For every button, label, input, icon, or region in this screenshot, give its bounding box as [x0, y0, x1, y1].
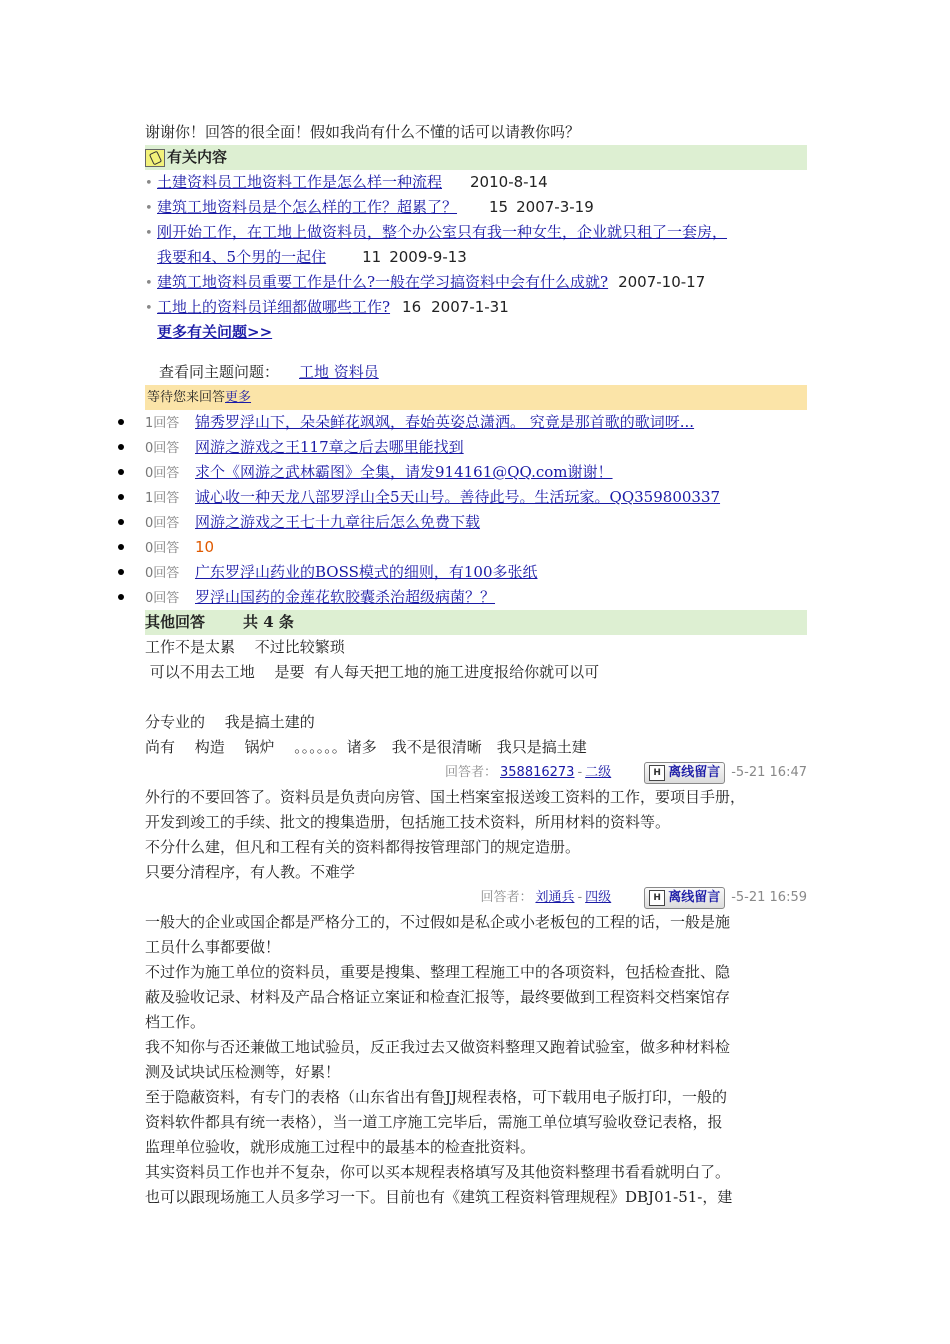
question-link[interactable]: 诚心收一种天龙八部罗浮山全5天山号。善待此号。生活玩家。QQ359800337 — [195, 488, 721, 506]
answerer-link[interactable]: 358816273 — [500, 765, 575, 780]
related-link[interactable]: 工地上的资料员详细都做哪些工作? — [157, 298, 391, 316]
list-item: 1回答 诚心收一种天龙八部罗浮山全5天山号。善待此号。生活玩家。QQ359800337 — [145, 485, 807, 510]
answer-text: 不分什么建，但凡和工程有关的资料都得按管理部门的规定造册。 — [145, 838, 581, 856]
list-item: 0回答 网游之游戏之王七十九章往后怎么免费下载 — [145, 510, 807, 535]
offline-message-button[interactable]: H 离线留言 — [644, 762, 725, 784]
answer-text: 监理单位验收，就形成施工过程中的最基本的检查批资料。 — [145, 1138, 536, 1156]
question-link[interactable]: 网游之游戏之王117章之后去哪里能找到 — [195, 438, 464, 456]
answer-text: 我不知你与否还兼做工地试验员，反正我过去又做资料整理又跑着试验室，做多种材料检 — [145, 1038, 731, 1056]
list-item: 0回答 罗浮山国药的金莲花软胶囊杀治超级病菌？？ — [145, 585, 807, 610]
answer-text: 至于隐蔽资料，有专门的表格（山东省出有鲁JJ规程表格，可下载用电子版打印，一般的 — [145, 1088, 728, 1106]
answer-meta: 回答者： 358816273 - 二级 H 离线留言 -5-21 16:47 — [145, 760, 807, 785]
answer-2 — [145, 785, 807, 885]
question-link[interactable]: 锦秀罗浮山下，朵朵鲜花飒飒，春始英姿总潇洒。 究竟是那首歌的歌词呀... — [195, 413, 695, 431]
answer-text: 也可以跟现场施工人员多学习一下。目前也有《建筑工程资料管理规程》DBJ01-51-，建 — [145, 1188, 733, 1206]
question-link[interactable]: 网游之游戏之王七十九章往后怎么免费下载 — [195, 513, 481, 531]
bullet-dot — [118, 444, 124, 450]
list-item: • 土建资料员工地资料工作是怎么样一种流程 2010-8-14 — [145, 173, 548, 191]
bullet-dot — [118, 494, 124, 500]
list-item: • 刚开始工作，在工地上做资料员，整个办公室只有我一种女生，企业就只租了一套房， — [145, 223, 728, 241]
question-link[interactable]: 罗浮山国药的金莲花软胶囊杀治超级病菌？？ — [195, 588, 496, 606]
related-link[interactable]: 刚开始工作，在工地上做资料员，整个办公室只有我一种女生，企业就只租了一套房， — [157, 223, 728, 241]
answer-1 — [145, 635, 807, 760]
bullet-dot — [118, 544, 124, 550]
answer-text — [145, 685, 807, 710]
offline-message-button[interactable]: H 离线留言 — [644, 887, 725, 909]
answer-3 — [145, 910, 807, 1210]
same-topic-row — [145, 360, 807, 385]
answer-text: 尚有 构造 锅炉 。。。。。。诸多 我不是很清晰 我只是搞土建 — [145, 738, 587, 756]
bullet-dot — [118, 419, 124, 425]
answer-text: 蔽及验收记录、材料及产品合格证立案证和检查汇报等，最终要做到工程资料交档案馆存 — [145, 988, 731, 1006]
bullet-dot — [118, 469, 124, 475]
waiting-more-link[interactable]: 更多 — [225, 390, 252, 405]
answer-text: 其实资料员工作也并不复杂，你可以买本规程表格填写及其他资料整理书看看就明白了。 — [145, 1163, 731, 1181]
related-header — [145, 145, 807, 170]
answer-text: 一般大的企业或国企都是严格分工的，不过假如是私企或小老板包的工程的话，一般是施 — [145, 913, 731, 931]
same-topic-label: 查看同主题问题： — [159, 363, 280, 381]
page-content — [145, 120, 807, 1210]
waiting-header — [145, 385, 807, 410]
bullet-dot — [118, 519, 124, 525]
related-link[interactable]: 建筑工地资料员是个怎么样的工作？超累了？ — [157, 198, 458, 216]
answer-text: 资料软件都具有统一表格），当一道工序施工完毕后，需施工单位填写验收登记表格，报 — [145, 1113, 723, 1131]
answer-text: 可以不用去工地 是要 有人每天把工地的施工进度报给你就可以可 — [145, 663, 600, 681]
answer-text: 工作不是太累 不过比较繁琐 — [145, 638, 345, 656]
list-item: 0回答 广东罗浮山药业的BOSS模式的细则，有100多张纸 — [145, 560, 807, 585]
related-link[interactable]: 建筑工地资料员重要工作是什么?一般在学习搞资料中会有什么成就? — [157, 273, 609, 291]
related-link[interactable]: 我要和4、5个男的一起住 — [157, 248, 327, 266]
list-item: • 建筑工地资料员重要工作是什么?一般在学习搞资料中会有什么成就? 2007-10-17 — [145, 273, 706, 291]
other-answers-total: 共 4 条 — [243, 613, 294, 631]
list-item: • 工地上的资料员详细都做哪些工作? 16 2007-1-31 — [145, 298, 509, 316]
thanks-text: 谢谢你！回答的很全面！假如我尚有什么不懂的话可以请教你吗？ — [145, 123, 581, 141]
level-link[interactable]: 四级 — [585, 890, 612, 905]
more-related-link[interactable]: 更多有关问题>> — [157, 323, 273, 341]
list-item: 0回答 网游之游戏之王117章之后去哪里能找到 — [145, 435, 807, 460]
answer-text: 测及试块试压检测等，好累！ — [145, 1063, 341, 1081]
bullet-dot — [118, 594, 124, 600]
list-item: 1回答 锦秀罗浮山下，朵朵鲜花飒飒，春始英姿总潇洒。 究竟是那首歌的歌词呀... — [145, 410, 807, 435]
bullet-dot — [118, 569, 124, 575]
list-item: 0回答 求个《网游之武林霸图》全集，请发914161@QQ.com谢谢！ — [145, 460, 807, 485]
list-item: • 建筑工地资料员是个怎么样的工作？超累了？ 15 2007-3-19 — [145, 198, 594, 216]
answer-text: 只要分清程序，有人教。不难学 — [145, 863, 356, 881]
answerer-link[interactable]: 刘通兵 — [535, 890, 575, 905]
related-list — [145, 170, 807, 345]
waiting-label: 等待您来回答 — [147, 390, 226, 405]
more-related-link-row — [145, 320, 807, 345]
level-link[interactable]: 二级 — [585, 765, 612, 780]
message-icon: H — [649, 890, 665, 906]
answer-text: 分专业的 我是搞土建的 — [145, 713, 315, 731]
answer-text: 不过作为施工单位的资料员，重要是搜集、整理工程施工中的各项资料，包括检查批、隐 — [145, 963, 731, 981]
answer-meta: 回答者： 刘通兵 - 四级 H 离线留言 -5-21 16:59 — [145, 885, 807, 910]
answer-text: 工员什么事都要做！ — [145, 938, 281, 956]
other-answers-header — [145, 610, 807, 635]
answer-time: -5-21 16:59 — [731, 890, 807, 905]
same-topic-links[interactable]: 工地 资料员 — [299, 363, 379, 381]
related-link[interactable]: 土建资料员工地资料工作是怎么样一种流程 — [157, 173, 443, 191]
question-title-plain: 10 — [195, 538, 215, 556]
answer-text: 档工作。 — [145, 1013, 206, 1031]
waiting-list — [145, 410, 807, 610]
note-edit-icon — [145, 149, 165, 167]
answer-time: -5-21 16:47 — [731, 765, 807, 780]
related-header-label: 有关内容 — [167, 148, 228, 166]
list-item-continued: 我要和4、5个男的一起住 11 2009-9-13 — [157, 248, 467, 266]
question-link[interactable]: 广东罗浮山药业的BOSS模式的细则，有100多张纸 — [195, 563, 538, 581]
message-icon: H — [649, 765, 665, 781]
answer-text: 外行的不要回答了。资料员是负责向房管、国土档案室报送竣工资料的工作，要项目手册， — [145, 788, 746, 806]
question-link[interactable]: 求个《网游之武林霸图》全集，请发914161@QQ.com谢谢！ — [195, 463, 613, 481]
answer-text: 开发到竣工的手续、批文的搜集造册，包括施工技术资料，所用材料的资料等。 — [145, 813, 671, 831]
other-answers-label: 其他回答 — [145, 613, 206, 631]
list-item: 0回答 10 — [145, 535, 807, 560]
